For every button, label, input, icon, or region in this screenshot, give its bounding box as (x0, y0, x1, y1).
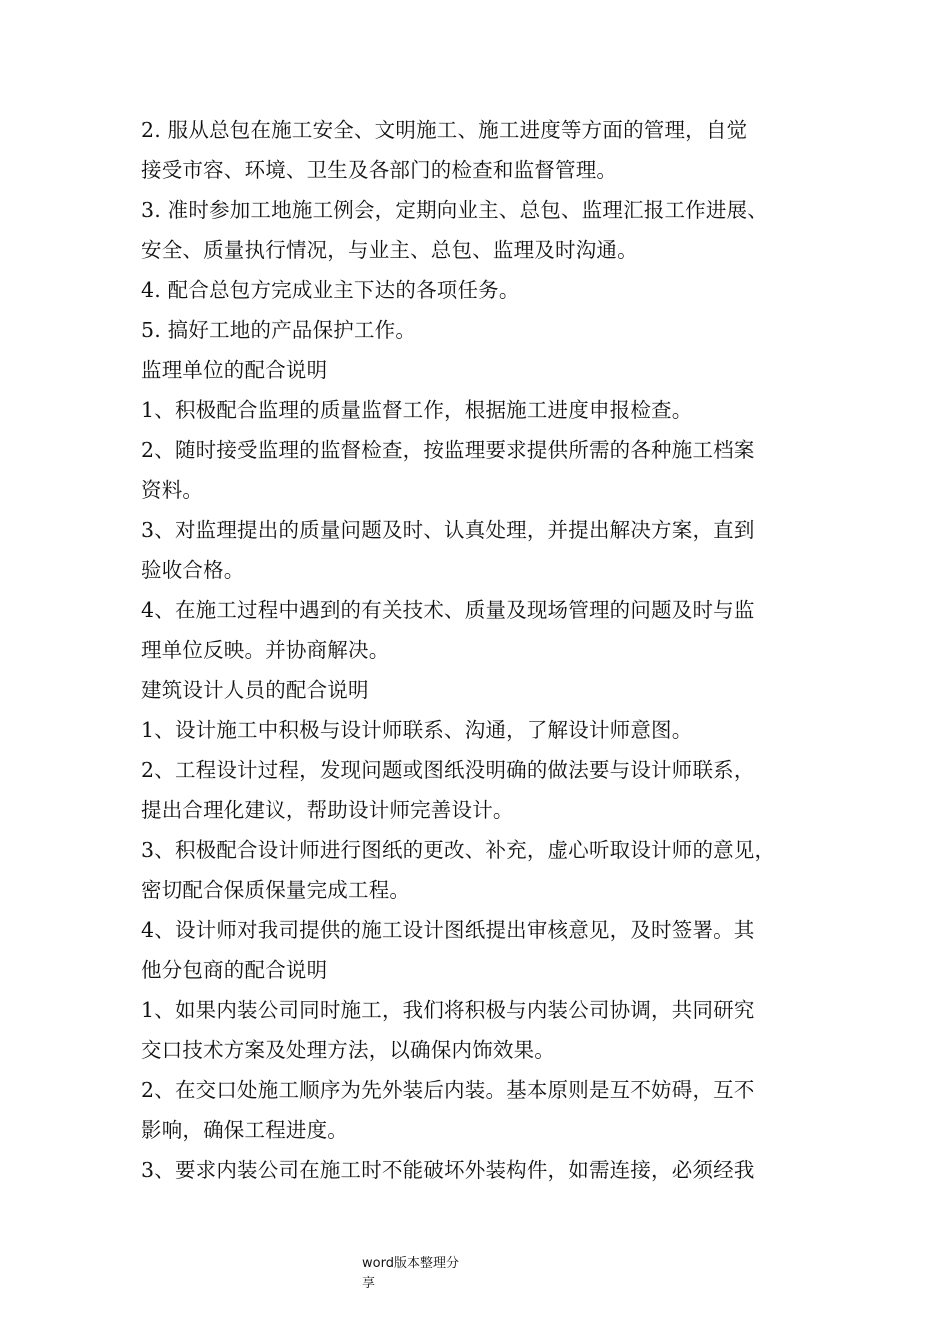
text-line: 2、在交口处施工顺序为先外装后内装。基本原则是互不妨碍，互不 (141, 1078, 755, 1102)
text-line: 3、要求内装公司在施工时不能破坏外装构件，如需连接，必须经我 (141, 1158, 755, 1182)
text-line: 2. 服从总包在施工安全、文明施工、施工进度等方面的管理，自觉 (141, 118, 748, 142)
footer-line: 享 (362, 1276, 376, 1291)
section-heading: 他分包商的配合说明 (141, 958, 328, 982)
text-line: 4. 配合总包方完成业主下达的各项任务。 (141, 278, 520, 302)
text-line: 4、在施工过程中遇到的有关技术、质量及现场管理的问题及时与监 (141, 598, 755, 622)
page-footer (362, 1254, 482, 1294)
text-line: 3、积极配合设计师进行图纸的更改、补充，虚心听取设计师的意见， (141, 838, 776, 862)
text-line: 1、设计施工中积极与设计师联系、沟通，了解设计师意图。 (141, 718, 693, 742)
text-line: 3. 准时参加工地施工例会，定期向业主、总包、监理汇报工作进展、 (141, 198, 768, 222)
text-line: 1、积极配合监理的质量监督工作，根据施工进度申报检查。 (141, 398, 693, 422)
footer-line: word版本整理分 (362, 1256, 459, 1271)
text-line: 密切配合保质保量完成工程。 (141, 878, 411, 902)
text-line: 资料。 (141, 478, 204, 502)
text-line: 5. 搞好工地的产品保护工作。 (141, 318, 417, 342)
text-line: 影响，确保工程进度。 (141, 1118, 348, 1142)
text-line: 1、如果内装公司同时施工，我们将积极与内装公司协调，共同研究 (141, 998, 755, 1022)
text-line: 理单位反映。并协商解决。 (141, 638, 390, 662)
text-line: 安全、质量执行情况，与业主、总包、监理及时沟通。 (141, 238, 638, 262)
section-heading: 监理单位的配合说明 (141, 358, 328, 382)
text-line: 交口技术方案及处理方法，以确保内饰效果。 (141, 1038, 555, 1062)
document-body (141, 110, 821, 1190)
text-line: 提出合理化建议，帮助设计师完善设计。 (141, 798, 514, 822)
text-line: 2、随时接受监理的监督检查，按监理要求提供所需的各种施工档案 (141, 438, 755, 462)
text-line: 2、工程设计过程，发现问题或图纸没明确的做法要与设计师联系， (141, 758, 755, 782)
text-line: 4、设计师对我司提供的施工设计图纸提出审核意见，及时签署。其 (141, 918, 755, 942)
text-line: 验收合格。 (141, 558, 245, 582)
section-heading: 建筑设计人员的配合说明 (141, 678, 369, 702)
text-line: 3、对监理提出的质量问题及时、认真处理，并提出解决方案，直到 (141, 518, 755, 542)
text-line: 接受市容、环境、卫生及各部门的检查和监督管理。 (141, 158, 618, 182)
